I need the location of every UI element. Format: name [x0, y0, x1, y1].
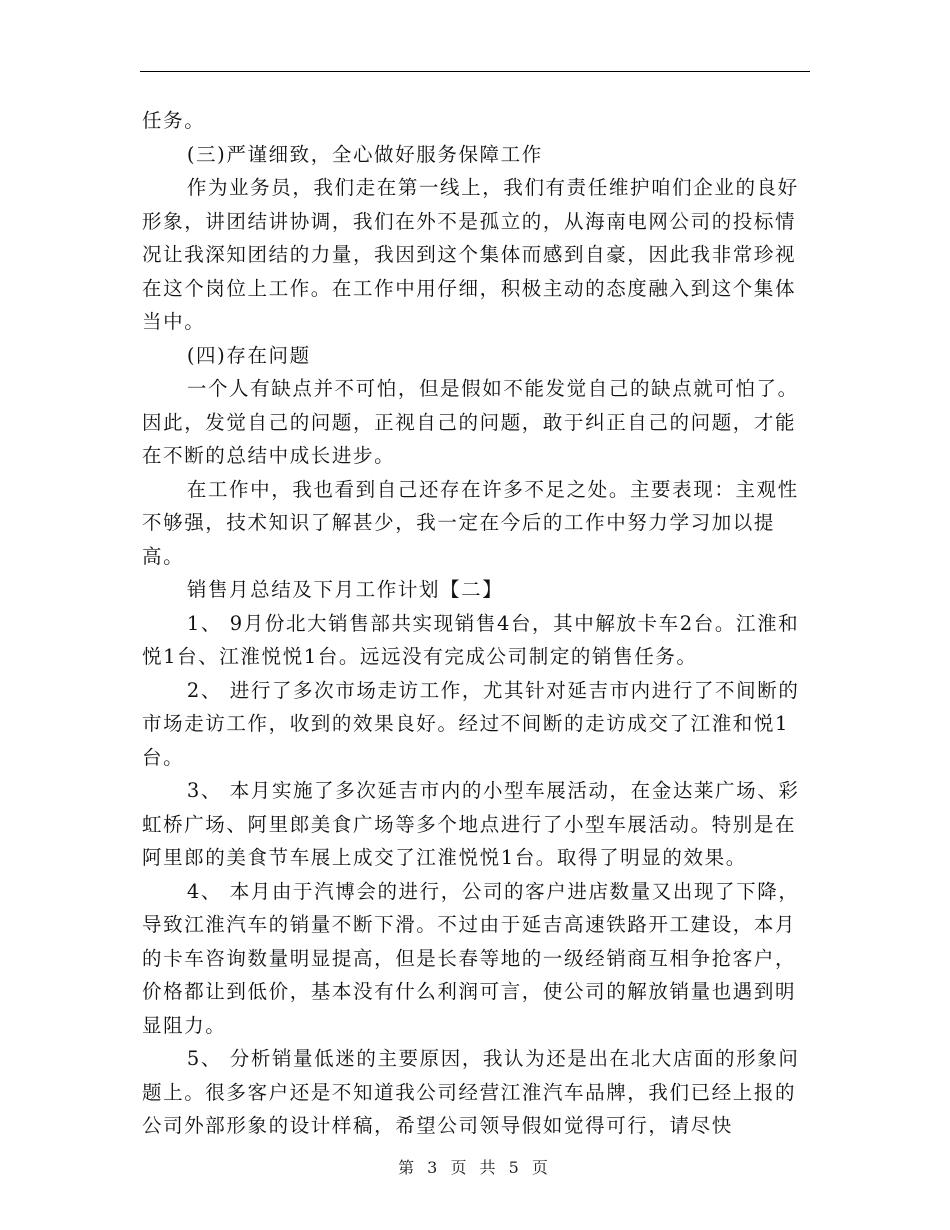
section-title: 销售月总结及下月工作计划【二】: [186, 578, 504, 601]
list-item: 1、 9月份北大销售部共实现销售4台，其中解放卡车2台。江淮和悦1台、江淮悦悦1台。远远没有完成公司制定的销售任务。: [142, 611, 800, 668]
section-heading: (三)严谨细致，全心做好服务保障工作: [186, 142, 543, 166]
list-item: 3、 本月实施了多次延吉市内的小型车展活动，在金达莱广场、彩虹桥广场、阿里郎美食广场等多个地点进行了小型车展活动。特别是在阿里郎的美食节车展上成交了江淮悦悦1台。取得了明显的效果。: [142, 779, 800, 869]
paragraph: 作为业务员，我们走在第一线上，我们有责任维护咱们企业的良好形象，讲团结讲协调，我们在外不是孤立的，从海南电网公司的投标情况让我深知团结的力量，我因到这个集体而感到自豪，因此我非常珍视在这个岗位上工作。在工作中用仔细，积极主动的态度融入到这个集体当中。: [142, 176, 799, 333]
list-item: 5、 分析销量低迷的主要原因，我认为还是出在北大店面的形象问题上。很多客户还是不知道我公司经营江淮汽车品牌，我们已经上报的公司外部形象的设计样稿，希望公司领导假如觉得可行，请尽快: [142, 1047, 800, 1137]
paragraph: 任务。: [142, 109, 206, 132]
paragraph: 在工作中，我也看到自己还存在许多不足之处。主要表现：主观性不够强，技术知识了解甚少，我一定在今后的工作中努力学习加以提高。: [142, 477, 799, 568]
header-rule: [140, 71, 810, 72]
list-item: 4、 本月由于汽博会的进行，公司的客户进店数量又出现了下降，导致江淮汽车的销量不断下滑。不过由于延吉高速铁路开工建设，本月的卡车咨询数量明显提高，但是长春等地的一级经销商互相争抢客户，价格都让到低价，基本没有什么利润可言，使公司的解放销量也遇到明显阻力。: [142, 879, 800, 1037]
page-number-footer: 第 3 页 共 5 页: [398, 1158, 552, 1177]
document-body: [142, 104, 808, 1143]
list-item: 2、 进行了多次市场走访工作，尤其针对延吉市内进行了不间断的市场走访工作，收到的效果良好。经过不间断的走访成交了江淮和悦1台。: [142, 678, 800, 769]
paragraph: 一个人有缺点并不可怕，但是假如不能发觉自己的缺点就可怕了。因此，发觉自己的问题，正视自己的问题，敢于纠正自己的问题，才能在不断的总结中成长进步。: [142, 377, 799, 467]
section-heading: (四)存在问题: [186, 343, 311, 367]
